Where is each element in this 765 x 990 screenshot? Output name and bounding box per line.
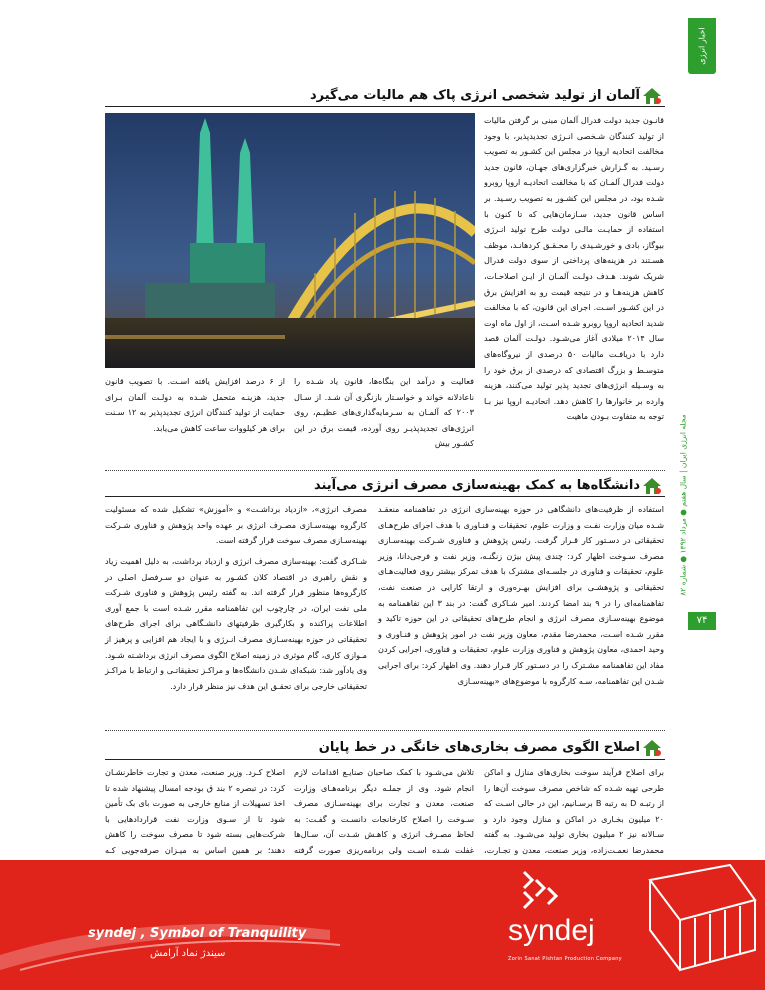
page-number: ۷۴	[688, 612, 716, 630]
article-1-image	[105, 113, 475, 368]
side-issue-info	[672, 395, 694, 615]
article-2-body-left-p1: مصرف انرژی»، «ازدیاد برداشـت» و «آموزش» تشکیل شده که مسئولیت کارگروه بهینه‌سـازی مصـرف انرژی بر عهده واحد پژوهش و فناوری شـرکت بهینه‌سـازی مصرف سوخت قرار گرفته است.	[105, 504, 367, 546]
brand-logo-icon	[520, 870, 560, 912]
radiator-illustration	[640, 860, 765, 990]
swoosh-decoration	[0, 860, 400, 990]
footer-ad	[0, 860, 765, 990]
section-tab	[688, 18, 716, 74]
article-3-title: اصلاح الگوی مصرف بخاری‌های خانگی در خط پایان	[318, 740, 640, 755]
article-3-col-2: تلاش می‌شـود با کمک صاحبان صنایـع اقدامات لازم انجام شود. وی از جملـه دیگر برنامه‌هـای وزارت صنعت، معدن و تجارت برای بهینه‌سـازی مصرف سـوخت را اصلاح کارخانجات دانسـت و گفـت: به لحاظ مصـرف انرژی و کاهـش شـدت آن، سـال‌ها غفلت شـده اسـت ولی برنامه‌ریزی صورت گرفته	[294, 767, 474, 855]
article-2-top-rule	[105, 470, 665, 471]
article-3-top-rule	[105, 730, 665, 731]
footer-slogan-en: syndej , Symbol of Tranquility	[88, 926, 307, 941]
article-3-col-3: اصلاح کـرد. وزیر صنعت، معدن و تجارت خاطرنشـان کرد: در تبصره ۲ بند ق بودجه امسال پیشنهاد شده تا اخذ تسهیلات از منابع خارجی به صورت بای بک تأمین شود تا از سـوی وزارت نفت قراردادهایی با شرکت‌هایی بسته شود تا مصرف سوخت را کاهش دهند؛ بر همین اساس به میـزان صرفه‌جویی کـه	[105, 767, 285, 855]
article-2-body-left-p2: شـاکری گفت: بهینه‌سازی مصرف انرژی و ازدیاد برداشت، به دلیل اهمیت زیاد و نقش راهبری در اقتصاد کلان کشـور به عنوان دو سـرفصل اصلی در کارگروه‌ها منظور قرار گرفته اند. به گفته رئیس پژوهش و فناوری شـرکت ملی نفت ایران، در چارچوب این تفاهمنامه مقرر شـده است با جمع آوری اطلاعات پراکنده و بکارگیری ظرفیتهای دانشـگاهی برای اجرای طرح‌های تحقیقاتی در حوزه بهینه‌سـازی مصرف انـرژی و با ایجاد هم افزایی و پرهیز از مـوازی کاری، گام موثری در زمینه اصلاح الگوی مصرف انرژی برداشـته شـود. وی یادآور شد: شبکه‌ای شـدن دانشگاه‌ها و مراکـز تحقیقاتـی و ارتباط با مراکـز تحقیقاتی خارجی برای تحقـق این هدف نیز منظر قرار دارد.	[105, 556, 367, 691]
footer-slogan-fa: سیندژ نماد آرامش	[150, 948, 226, 959]
article-1-body-mid: فعالیت و درآمد این بنگاه‌ها، قانون یاد شـده را ناعادلانه خواند و خواسـتار بازنگری آن شـد. از سـال ۲۰۰۳ که آلمـان به سـرمایه‌گذاری‌های عظیـم، روی انرژی‌های تجدیدپذیـر روی آورده، قیمت برق در این کشـور بیش	[294, 376, 474, 449]
brand-subtitle: Zorin Sanat Pishtan Production Company	[508, 956, 622, 962]
side-issue-text: مجله انرژی ایران | سال هفتم ● مرداد ۱۳۹۲ ● شماره ۸۲	[678, 414, 688, 596]
brand-name: syndej	[508, 914, 595, 947]
article-2-body-right: استفاده از ظرفیت‌های دانشگاهی در حوزه بهینه‌سازی انرژی در تفاهمنامه منعقـد شـده میان وزارت نفـت و وزارت علوم، تحقیقات و فنـاوری با هدف اجرای طرح‌هـای تحقیقاتی در دسـتور کار قـرار گرفت. رئیس پژوهش و فناوری شـرکت بهینه‌سـازی مصرف سـوخت اظهار کرد: چندی پیش بیژن زنگنـه، وزیر نفت و فرجی‌دانا، وزیر علوم، تحقیقات و فناوری در جلسـه‌ای مشترک با هدف تمرکز بیشتر روی فعالیت‌هـای تحقیقاتی و پژوهشـی برای افزایش بهـره‌وری و ارتقا کارایی در صنعت نفت، تفاهمنامه‌ای را در ۹ بند امضا کردند. امیر شـاکری گفت: در بند ۳ این تفاهمنامه به موضوع بهینه‌سـازی مصرف انرژی و انجام طرح‌های تحقیقاتی در این حوزه تاکید و مقرر شـده اسـت، محمدرضا مقدم، معاون وزیر نفت در امور پژوهش و فنـاوری و وحید احمدی، معاون پژوهش و فناوری وزارت علوم، تحقیقات و فناوری، اجرایی کردن مفاد این تفاهمنامه مشـترک را در دسـتور کار قـرار دهند. وی اظهار کرد: برای اجرایی شـدن این تفاهمنامه، سـه کارگروه با موضوع‌های «بهینه‌سـازی	[378, 504, 664, 686]
article-1-rule	[105, 106, 665, 107]
house-icon	[642, 87, 662, 105]
article-2-title: دانشگاه‌ها به کمک بهینه‌سازی مصرف انرژی می‌آیند	[313, 478, 640, 493]
article-2-rule	[105, 496, 665, 497]
article-3-col-1: برای اصلاح فرآیند سوخت بخاری‌های منازل و اماکن طرحی تهیه شـده که شاخص مصرف سوخت آن‌ها را از رتبـه D به رتبه B برسـانیم، این در حالی اسـت که ۲۰ میلیون بخـاری در اماکن و منازل وجود دارد و سـالانه نیز ۲ میلیون بخاری تولید می‌شـود. به گفته محمدرضا نعمـت‌زاده، وزیر صنعت، معدن و تجـارت،	[484, 767, 665, 855]
article-1-title: آلمان از تولید شخصی انرژی پاک هم مالیات می‌گیرد	[309, 88, 640, 103]
article-1-body-right: قانـون جدید دولت فدرال آلمان مبنی بر گرفتن مالیات از تولید کنندگان شـخصی انـرژی تجدیدپذیر، با وجود مخالفت اتحادیه اروپا در مجلس این کشـور به تصویب رسـید. به گـزارش خبرگزاری‌های جهـان، قانون جدید دولت فدرال آلمـان که با مخالفت اتحادیـه اروپا روبرو شـده بود، در مجلس این کشـور به تصویب رسـید. بر اساس قانون جدید، سـازمان‌هایی که تا کنون با استفاده از حمایـت مالـی دولت طرح تولید انـرژی بیوگاز، بادی و خورشـیدی را محـقـق کردهانـد، موظف هسـتند در هزینه‌های پرداختی از سوی دولت فدرال شریک شوند. هـدف دولـت آلمـان از ایـن اصلاحـات، کاهش هزینه‌هـا و در نتیجه قیمت رو به افزایش برق در این کشـور اسـت. اجرای این قانون، که با مخالفت شدید اتحادیه اروپا روبرو شـده اسـت، از اول ماه اوت سال ۲۰۱۴ میلادی آغاز می‌شـود. دولـت آلمان قصد دارد با دریافـت مالیات ۵۰ درصدی از نیروگاه‌های متوسـط و بزرگ اقتصادی که درصدی از برق خود را به وسـیله انرژی‌های تجدید پذیر تولید می‌کنند، هزینه وارده بر خانوارها را کاهش دهد. اتحادیـه اروپا نیز بـا توجه به متفاوت بـودن ماهیت	[484, 115, 664, 422]
house-icon	[642, 477, 662, 495]
house-icon	[642, 739, 662, 757]
article-3-rule	[105, 759, 665, 760]
article-1-body-left: از ۶ درصد افزایش یافته اسـت. با تصویب قانون جدید، هزینـه متحمل شـده به دولـت آلمان بـرای حمایت از تولید کنندگان انرژی تجدیدپذیر به ۱۲ سـنت برای هر کیلووات ساعت کاهش می‌یابد.	[105, 376, 285, 433]
cathedral-bridge-illustration	[105, 113, 475, 368]
section-tab-label: اخبار انرژی	[697, 27, 707, 65]
